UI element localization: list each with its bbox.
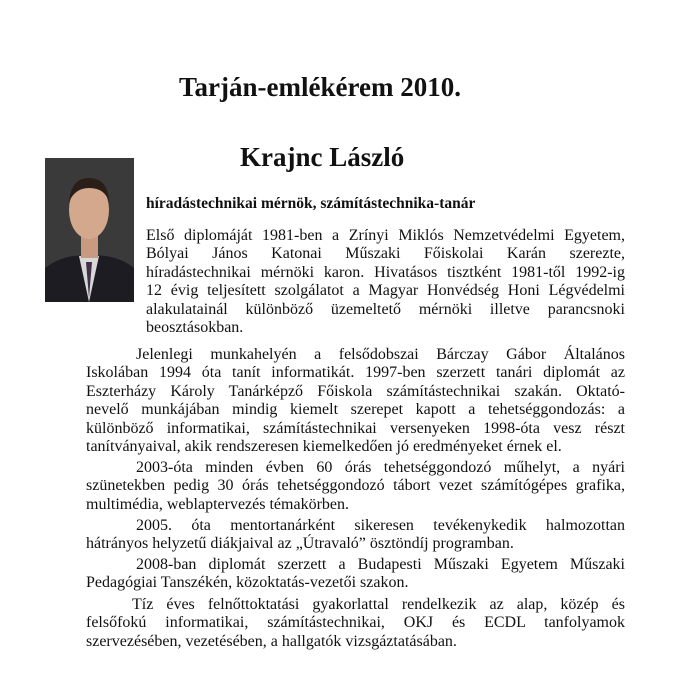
- text-line: 2008-ban diplomát szerzett a Budapesti Műszaki Egyetem Műszaki: [136, 556, 625, 573]
- text-line: multimédia, weblaptervezés témakörben.: [86, 495, 350, 513]
- text-line: 2005. óta mentortanárként sikeresen tevékenykedik halmozottan: [136, 517, 625, 534]
- paragraph-1: [146, 227, 625, 337]
- paragraph-2: [86, 346, 625, 456]
- text-line: Eszterházy Károly Tanárképző Főiskola számítástechnikai szakán. Oktató-: [86, 382, 625, 400]
- text-line: szünetekben pedig 30 órás tehetséggondozó tábort vezet számítógépes grafika,: [86, 477, 625, 495]
- text-line: alakulatainál különböző üzemeltető mérnöki illetve parancsnoki: [146, 300, 625, 318]
- text-line: felsőfokú informatikai, számítástechnikai, OKJ és ECDL tanfolyamok: [86, 614, 625, 632]
- text-line: Iskolában 1994 óta tanít informatikát. 1997-ben szerzett tanári diplomát az: [86, 364, 625, 382]
- text-line: beosztásokban.: [146, 318, 244, 336]
- text-line: Jelenlegi munkahelyén a felsődobszai Bárczay Gábor Általános: [136, 346, 625, 363]
- text-line: Tíz éves felnőttoktatási gyakorlattal rendelkezik az alap, közép és: [132, 596, 625, 613]
- text-line: tanítványaival, akik rendszeresen kiemelkedően jó eredményeket érnek el.: [86, 437, 562, 455]
- text-line: Pedagógiai Tanszékén, közoktatás-vezetői szakon.: [86, 574, 409, 592]
- text-line: hátrányos helyzetű diákjaival az „Útravaló” ösztöndíj programban.: [86, 535, 514, 553]
- page-title: Tarján-emlékérem 2010.: [179, 72, 461, 102]
- text-line: Első diplomáját 1981-ben a Zrínyi Miklós Nemzetvédelmi Egyetem,: [146, 227, 625, 244]
- portrait-photo: [45, 158, 134, 302]
- text-line: különböző informatikai, számítástechnikai versenyeken 1998-óta vesz részt: [86, 419, 625, 437]
- text-line: Bólyai János Katonai Műszaki Főiskolai Karán szerezte,: [146, 245, 625, 263]
- profession-subtitle: híradástechnikai mérnök, számítástechnika-tanár: [146, 195, 476, 212]
- text-line: 12 évig teljesített szolgálatot a Magyar Honvédség Honi Légvédelmi: [146, 282, 625, 300]
- paragraph-6: [86, 596, 625, 651]
- text-line: nevelő munkájában mindig kiemelt szerepet kapott a tehetséggondozás: a: [86, 401, 625, 419]
- text-line: 2003-óta minden évben 60 órás tehetséggondozó műhelyt, a nyári: [136, 459, 625, 476]
- paragraph-4: [86, 517, 625, 554]
- paragraph-5: [86, 556, 625, 593]
- text-line: szervezésében, vezetésében, a hallgatók vizsgáztatásában.: [86, 632, 457, 650]
- person-name: Krajnc László: [240, 142, 405, 172]
- text-line: híradástechnikai mérnöki karon. Hivatásos tisztként 1981-től 1992-ig: [146, 263, 625, 281]
- paragraph-3: [86, 459, 625, 514]
